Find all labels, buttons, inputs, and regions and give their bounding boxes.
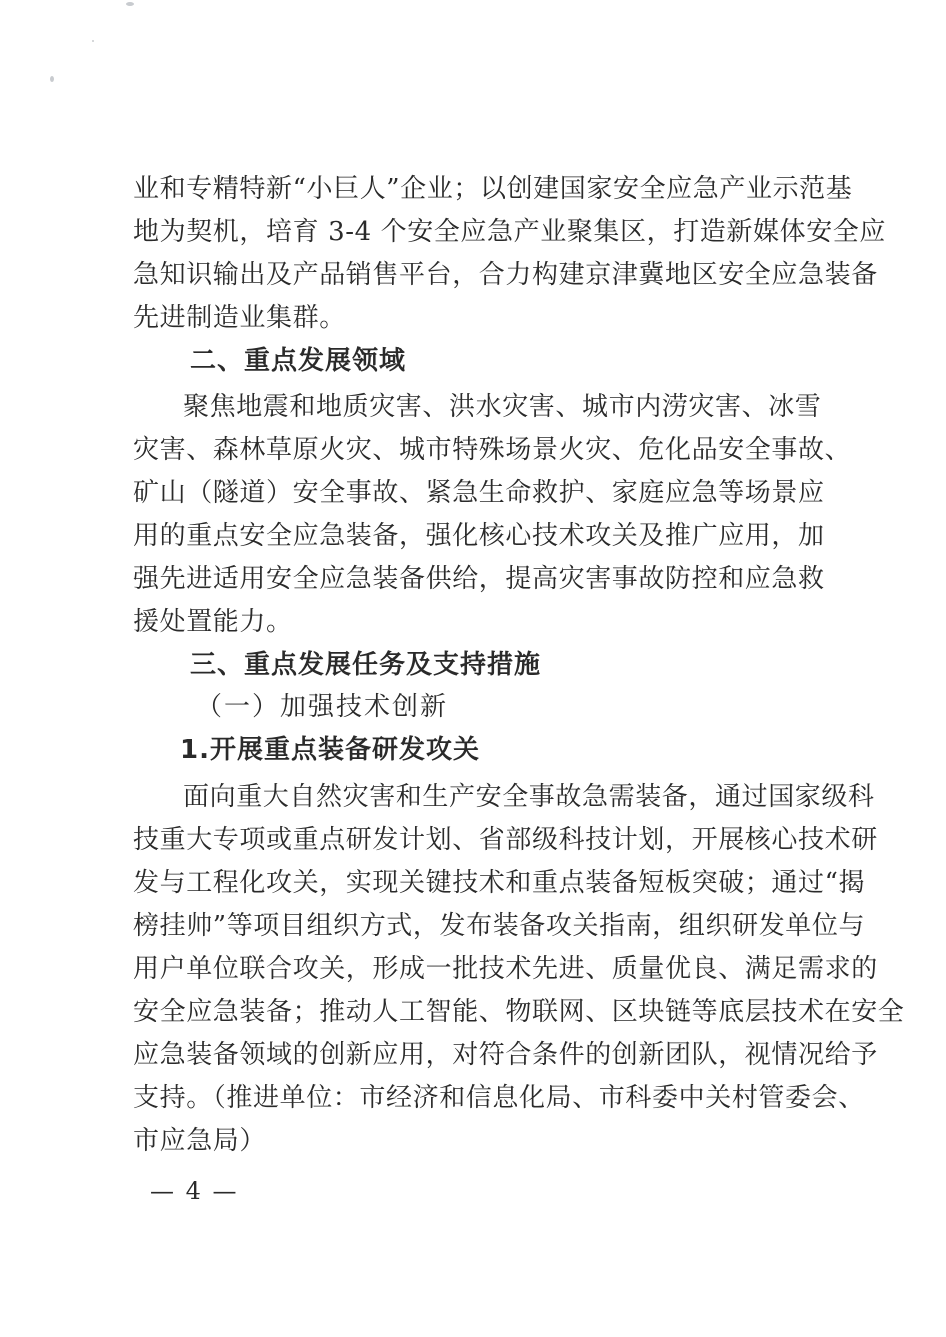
- body-text-line: 先进制造业集群。: [133, 303, 346, 333]
- section-heading: 二、重点发展领域: [190, 346, 407, 376]
- body-text-line: 强先进适用安全应急装备供给，提高灾害事故防控和应急救: [133, 564, 825, 594]
- body-text-line: 聚焦地震和地质灾害、洪水灾害、城市内涝灾害、冰雪: [183, 392, 822, 422]
- body-text-line: 市应急局）: [133, 1126, 267, 1156]
- body-text-line: 援处置能力。: [133, 607, 293, 637]
- item-heading: 1.开展重点装备研发攻关: [180, 735, 480, 765]
- body-text-line: 支持。（推进单位：市经济和信息化局、市科委中关村管委会、: [133, 1083, 865, 1113]
- page-number: — 4 —: [150, 1177, 239, 1205]
- body-text-line: 用的重点安全应急装备，强化核心技术攻关及推广应用，加: [133, 521, 825, 551]
- body-text-line: 急知识输出及产品销售平台，合力构建京津冀地区安全应急装备: [133, 260, 878, 290]
- body-text-line: 发与工程化攻关，实现关键技术和重点装备短板突破；通过“揭: [133, 868, 866, 898]
- body-text-line: 用户单位联合攻关，形成一批技术先进、质量优良、满足需求的: [133, 954, 878, 984]
- body-text-line: 矿山（隧道）安全事故、紧急生命救护、家庭应急等场景应: [133, 478, 825, 508]
- scan-speck: [126, 2, 134, 6]
- subsection-heading: （一）加强技术创新: [196, 692, 449, 722]
- body-text-line: 榜挂帅”等项目组织方式，发布装备攻关指南，组织研发单位与: [133, 911, 866, 941]
- body-text-line: 安全应急装备；推动人工智能、物联网、区块链等底层技术在安全: [133, 997, 905, 1027]
- body-text-line: 业和专精特新“小巨人”企业；以创建国家安全应急产业示范基: [133, 174, 853, 204]
- scan-speck: [92, 40, 94, 42]
- body-text-line: 地为契机，培育 3-4 个安全应急产业聚集区，打造新媒体安全应: [133, 217, 886, 247]
- scan-speck: [50, 76, 54, 82]
- body-text-line: 技重大专项或重点研发计划、省部级科技计划，开展核心技术研: [133, 825, 878, 855]
- section-heading: 三、重点发展任务及支持措施: [190, 650, 542, 680]
- body-text-line: 应急装备领域的创新应用，对符合条件的创新团队，视情况给予: [133, 1040, 878, 1070]
- body-text-line: 面向重大自然灾害和生产安全事故急需装备，通过国家级科: [183, 782, 875, 812]
- body-text-line: 灾害、森林草原火灾、城市特殊场景火灾、危化品安全事故、: [133, 435, 852, 465]
